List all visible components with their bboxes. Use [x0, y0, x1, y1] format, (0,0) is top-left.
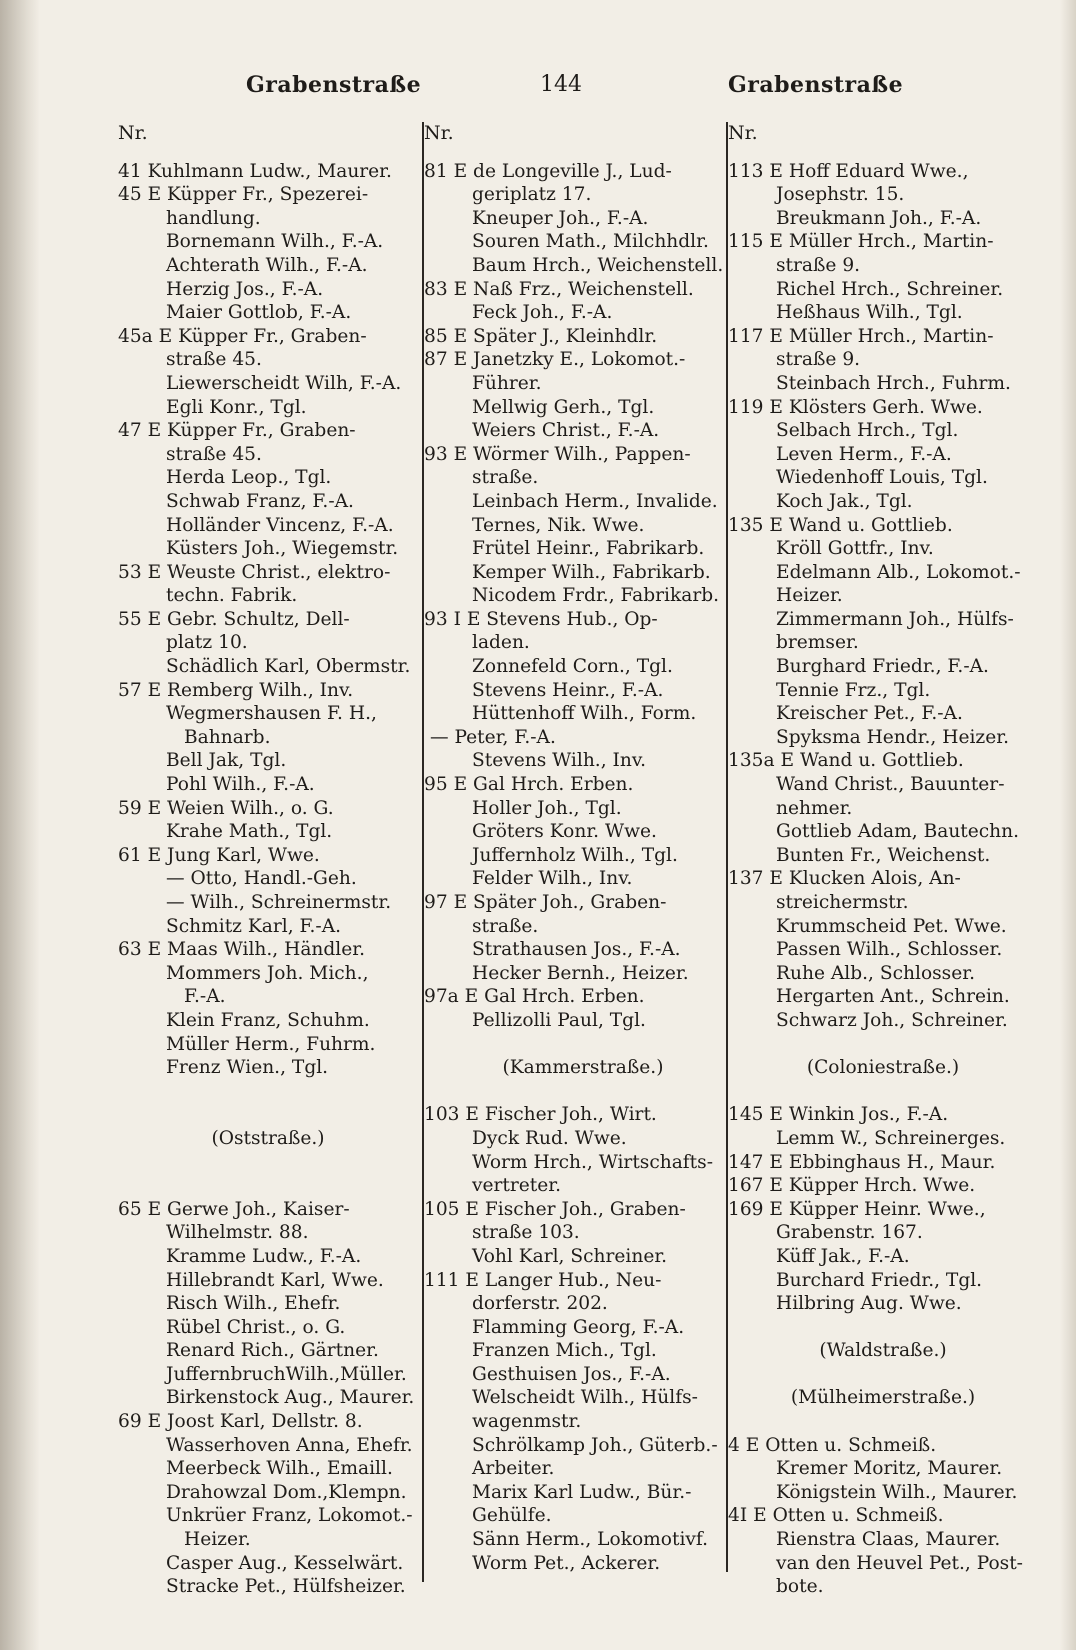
directory-line: Küff Jak., F.-A.	[776, 1245, 910, 1267]
directory-line: handlung.	[166, 207, 261, 229]
directory-line: 135 E Wand u. Gottlieb.	[728, 514, 953, 536]
directory-line: Wand Christ., Bauunter-	[776, 774, 1005, 796]
directory-line: Kemper Wilh., Fabrikarb.	[472, 561, 711, 583]
directory-line: straße 45.	[166, 349, 262, 371]
directory-line: 103 E Fischer Joh., Wirt.	[424, 1104, 657, 1126]
directory-line: 69 E Joost Karl, Dellstr. 8.	[118, 1411, 363, 1433]
directory-line: Wilhelmstr. 88.	[166, 1222, 309, 1244]
directory-line: Holler Joh., Tgl.	[472, 797, 622, 819]
directory-line: Edelmann Alb., Lokomot.-	[776, 561, 1021, 583]
directory-line: laden.	[472, 632, 530, 654]
directory-line: Frütel Heinr., Fabrikarb.	[472, 538, 705, 560]
directory-line: Meerbeck Wilh., Emaill.	[166, 1458, 393, 1480]
directory-line: Risch Wilh., Ehefr.	[166, 1293, 341, 1315]
directory-line: Leven Herm., F.-A.	[776, 443, 952, 465]
directory-line: straße 103.	[472, 1222, 580, 1244]
directory-line: — Otto, Handl.-Geh.	[166, 868, 357, 890]
directory-line: 97 E Später Joh., Graben-	[424, 892, 667, 913]
directory-line: Stevens Heinr., F.-A.	[472, 679, 664, 701]
directory-line: 45a E Küpper Fr., Graben-	[118, 325, 367, 347]
directory-line: Kremer Moritz, Maurer.	[776, 1458, 1003, 1480]
directory-line: Weiers Christ., F.-A.	[472, 420, 660, 442]
directory-line: Krummscheid Pet. Wwe.	[776, 915, 1007, 937]
directory-line: Stracke Pet., Hülfsheizer.	[166, 1576, 406, 1598]
directory-line: Krahe Math., Tgl.	[166, 821, 333, 843]
directory-line: Casper Aug., Kesselwärt.	[166, 1552, 404, 1574]
directory-line: JuffernbruchWilh.,Müller.	[166, 1363, 407, 1385]
directory-line: 41 Kuhlmann Ludw., Maurer.	[118, 160, 392, 182]
directory-line: Stevens Wilh., Inv.	[472, 750, 647, 772]
directory-line: Wiedenhoff Louis, Tgl.	[776, 467, 988, 489]
directory-line: — Peter, F.-A.	[430, 726, 556, 748]
directory-line: Hüttenhoff Wilh., Form.	[472, 703, 697, 725]
column-left	[118, 122, 418, 1599]
directory-line: Führer.	[472, 372, 542, 394]
street-heading: (Mülheimerstraße.)	[790, 1387, 976, 1409]
street-heading: (Waldstraße.)	[819, 1340, 947, 1362]
directory-line: 47 E Küpper Fr., Graben-	[118, 420, 356, 442]
directory-line: Bahnarb.	[184, 726, 271, 748]
directory-line: Herzig Jos., F.-A.	[166, 278, 324, 300]
directory-line: 145 E Winkin Jos., F.-A.	[728, 1104, 949, 1126]
column-heading: Nr.	[728, 122, 758, 144]
directory-line: Hillebrandt Karl, Wwe.	[166, 1269, 384, 1291]
directory-line: Heizer.	[776, 585, 843, 607]
directory-line: 63 E Maas Wilh., Händler.	[118, 939, 365, 961]
street-heading: (Oststraße.)	[211, 1127, 325, 1149]
directory-line: Pellizolli Paul, Tgl.	[472, 1009, 646, 1031]
directory-line: streichermstr.	[776, 892, 909, 913]
directory-line: Schrölkamp Joh., Güterb.-	[472, 1434, 718, 1456]
directory-line: 57 E Remberg Wilh., Inv.	[118, 679, 354, 701]
directory-line: 83 E Naß Frz., Weichenstell.	[424, 278, 694, 300]
directory-line: 45 E Küpper Fr., Spezerei-	[118, 184, 369, 206]
directory-line: F.-A.	[184, 986, 226, 1008]
directory-line: 137 E Klucken Alois, An-	[728, 868, 961, 890]
directory-line: Wegmershausen F. H.,	[166, 703, 377, 725]
directory-line: Koch Jak., Tgl.	[776, 490, 913, 512]
directory-line: Rienstra Claas, Maurer.	[776, 1529, 1001, 1551]
page-number: 144	[540, 72, 582, 97]
directory-line: — Wilh., Schreinermstr.	[166, 892, 392, 913]
spacer	[118, 1080, 418, 1104]
directory-line: Felder Wilh., Inv.	[472, 868, 633, 890]
directory-line: Gesthuisen Jos., F.-A.	[472, 1363, 671, 1385]
directory-line: straße 9.	[776, 349, 861, 371]
directory-line: Pohl Wilh., F.-A.	[166, 774, 315, 796]
directory-line: 95 E Gal Hrch. Erben.	[424, 774, 634, 796]
spacer	[118, 1103, 418, 1127]
directory-line: 115 E Müller Hrch., Martin-	[728, 231, 994, 253]
directory-line: Küsters Joh., Wiegemstr.	[166, 538, 399, 560]
directory-line: Ternes, Nik. Wwe.	[472, 514, 645, 536]
directory-line: 135a E Wand u. Gottlieb.	[728, 750, 964, 772]
directory-line: Drahowzal Dom.,Klempn.	[166, 1481, 407, 1503]
directory-line: Heizer.	[184, 1529, 251, 1551]
spacer	[728, 1363, 1038, 1387]
directory-line: Baum Hrch., Weichenstell.	[472, 254, 724, 276]
page-gutter	[0, 0, 40, 1650]
directory-line: Zimmermann Joh., Hülfs-	[776, 608, 1014, 630]
spacer	[118, 1151, 418, 1175]
directory-line: Bornemann Wilh., F.-A.	[166, 231, 384, 253]
directory-line: wagenmstr.	[472, 1411, 582, 1433]
directory-line: Spyksma Hendr., Heizer.	[776, 726, 1009, 748]
directory-line: 97a E Gal Hrch. Erben.	[424, 986, 645, 1008]
directory-line: Kröll Gottfr., Inv.	[776, 538, 934, 560]
spacer	[118, 1174, 418, 1198]
directory-line: Hilbring Aug. Wwe.	[776, 1293, 962, 1315]
directory-line: Heßhaus Wilh., Tgl.	[776, 302, 963, 324]
directory-line: bote.	[776, 1576, 824, 1598]
directory-line: 59 E Weien Wilh., o. G.	[118, 797, 334, 819]
directory-line: Gehülfe.	[472, 1505, 552, 1527]
directory-line: Kramme Ludw., F.-A.	[166, 1245, 362, 1267]
directory-line: Schwarz Joh., Schreiner.	[776, 1009, 1008, 1031]
directory-line: Leinbach Herm., Invalide.	[472, 490, 718, 512]
directory-line: Hecker Bernh., Heizer.	[472, 962, 689, 984]
directory-line: dorferstr. 202.	[472, 1293, 608, 1315]
directory-line: Königstein Wilh., Maurer.	[776, 1481, 1018, 1503]
directory-line: Wasserhoven Anna, Ehefr.	[166, 1434, 413, 1456]
directory-line: Dyck Rud. Wwe.	[472, 1127, 627, 1149]
directory-line: 119 E Klösters Gerh. Wwe.	[728, 396, 983, 418]
directory-line: geriplatz 17.	[472, 184, 592, 206]
directory-line: Liewerscheidt Wilh, F.-A.	[166, 372, 402, 394]
directory-line: Frenz Wien., Tgl.	[166, 1057, 329, 1079]
directory-line: Schmitz Karl, F.-A.	[166, 915, 342, 937]
directory-line: Achterath Wilh., F.-A.	[166, 254, 368, 276]
spacer	[728, 1316, 1038, 1340]
directory-line: Marix Karl Ludw., Bür.-	[472, 1481, 692, 1503]
page-header	[0, 72, 1076, 106]
directory-line: Holländer Vincenz, F.-A.	[166, 514, 394, 536]
directory-line: Passen Wilh., Schlosser.	[776, 939, 1003, 961]
directory-line: 4 E Otten u. Schmeiß.	[728, 1434, 937, 1456]
directory-line: Tennie Frz., Tgl.	[776, 679, 931, 701]
directory-line: 117 E Müller Hrch., Martin-	[728, 325, 994, 347]
directory-line: 87 E Janetzky E., Lokomot.-	[424, 349, 686, 371]
directory-line: Burghard Friedr., F.-A.	[776, 656, 989, 678]
directory-line: Ruhe Alb., Schlosser.	[776, 962, 975, 984]
directory-line: Kneuper Joh., F.-A.	[472, 207, 649, 229]
directory-line: Sänn Herm., Lokomotivf.	[472, 1529, 709, 1551]
spacer	[728, 1410, 1038, 1434]
directory-line: 111 E Langer Hub., Neu-	[424, 1269, 662, 1291]
directory-line: Nicodem Frdr., Fabrikarb.	[472, 585, 720, 607]
directory-line: Schädlich Karl, Obermstr.	[166, 656, 411, 678]
directory-line: 85 E Später J., Kleinhdlr.	[424, 325, 658, 347]
directory-line: Gröters Konr. Wwe.	[472, 821, 657, 843]
running-head-right: Grabenstraße	[728, 72, 904, 98]
directory-line: 81 E de Longeville J., Lud-	[424, 160, 672, 182]
directory-line: 169 E Küpper Heinr. Wwe.,	[728, 1198, 986, 1220]
directory-line: Unkrüer Franz, Lokomot.-	[166, 1505, 413, 1527]
directory-line: 55 E Gebr. Schultz, Dell-	[118, 608, 350, 630]
directory-line: 53 E Weuste Christ., elektro-	[118, 561, 391, 583]
directory-line: straße.	[472, 915, 539, 937]
directory-line: Gottlieb Adam, Bautechn.	[776, 821, 1020, 843]
directory-line: Strathausen Jos., F.-A.	[472, 939, 681, 961]
column-heading: Nr.	[424, 122, 454, 144]
page-edge	[1060, 0, 1076, 1650]
spacer	[728, 1080, 1038, 1104]
spacer	[424, 1080, 742, 1104]
directory-line: Mommers Joh. Mich.,	[166, 962, 369, 984]
directory-line: Worm Hrch., Wirtschafts-	[472, 1151, 713, 1173]
directory-line: Egli Konr., Tgl.	[166, 396, 307, 418]
directory-line: platz 10.	[166, 632, 248, 654]
directory-line: Maier Gottlob, F.-A.	[166, 302, 352, 324]
directory-line: Steinbach Hrch., Fuhrm.	[776, 372, 1011, 394]
directory-line: van den Heuvel Pet., Post-	[776, 1552, 1023, 1574]
directory-line: Kreischer Pet., F.-A.	[776, 703, 963, 725]
column-middle	[424, 122, 742, 1575]
directory-line: Mellwig Gerh., Tgl.	[472, 396, 655, 418]
directory-line: 4I E Otten u. Schmeiß.	[728, 1505, 944, 1527]
column-right	[728, 122, 1038, 1599]
directory-line: Arbeiter.	[472, 1458, 555, 1480]
directory-line: 93 I E Stevens Hub., Op-	[424, 608, 658, 630]
directory-line: Burchard Friedr., Tgl.	[776, 1269, 983, 1291]
directory-line: 105 E Fischer Joh., Graben-	[424, 1198, 686, 1220]
directory-line: Herda Leop., Tgl.	[166, 467, 332, 489]
running-head-left: Grabenstraße	[246, 72, 422, 98]
directory-line: Juffernholz Wilh., Tgl.	[472, 844, 678, 866]
directory-line: Hergarten Ant., Schrein.	[776, 986, 1010, 1008]
directory-line: Flamming Georg, F.-A.	[472, 1316, 685, 1338]
directory-line: Müller Herm., Fuhrm.	[166, 1033, 376, 1055]
directory-line: Breukmann Joh., F.-A.	[776, 207, 982, 229]
directory-line: Birkenstock Aug., Maurer.	[166, 1387, 415, 1409]
spacer	[728, 1033, 1038, 1057]
directory-line: 65 E Gerwe Joh., Kaiser-	[118, 1198, 350, 1220]
street-heading: (Coloniestraße.)	[806, 1057, 960, 1079]
directory-line: straße 9.	[776, 254, 861, 276]
directory-line: Feck Joh., F.-A.	[472, 302, 613, 324]
spacer	[424, 1033, 742, 1057]
directory-line: 167 E Küpper Hrch. Wwe.	[728, 1175, 976, 1197]
directory-line: Bunten Fr., Weichenst.	[776, 844, 991, 866]
street-heading: (Kammerstraße.)	[502, 1057, 664, 1079]
column-heading: Nr.	[118, 122, 148, 144]
directory-line: Welscheidt Wilh., Hülfs-	[472, 1387, 698, 1409]
directory-line: Lemm W., Schreinerges.	[776, 1127, 1006, 1149]
directory-line: bremser.	[776, 632, 859, 654]
directory-line: Grabenstr. 167.	[776, 1222, 923, 1244]
directory-line: straße 45.	[166, 443, 262, 465]
directory-line: Vohl Karl, Schreiner.	[472, 1245, 668, 1267]
directory-line: straße.	[472, 467, 539, 489]
directory-line: Renard Rich., Gärtner.	[166, 1340, 379, 1362]
directory-line: Zonnefeld Corn., Tgl.	[472, 656, 673, 678]
directory-line: vertreter.	[472, 1175, 561, 1197]
directory-line: nehmer.	[776, 797, 853, 819]
directory-line: Franzen Mich., Tgl.	[472, 1340, 657, 1362]
directory-line: Schwab Franz, F.-A.	[166, 490, 354, 512]
directory-line: Richel Hrch., Schreiner.	[776, 278, 1004, 300]
directory-line: Klein Franz, Schuhm.	[166, 1009, 370, 1031]
directory-line: Selbach Hrch., Tgl.	[776, 420, 959, 442]
directory-line: 93 E Wörmer Wilh., Pappen-	[424, 443, 691, 465]
directory-line: 147 E Ebbinghaus H., Maur.	[728, 1151, 996, 1173]
directory-line: Josephstr. 15.	[776, 184, 905, 206]
directory-line: Rübel Christ., o. G.	[166, 1316, 346, 1338]
directory-line: Worm Pet., Ackerer.	[472, 1552, 661, 1574]
directory-line: Bell Jak, Tgl.	[166, 750, 287, 772]
directory-line: 61 E Jung Karl, Wwe.	[118, 844, 320, 866]
directory-line: 113 E Hoff Eduard Wwe.,	[728, 160, 969, 182]
directory-line: Souren Math., Milchhdlr.	[472, 231, 709, 253]
directory-line: techn. Fabrik.	[166, 585, 298, 607]
